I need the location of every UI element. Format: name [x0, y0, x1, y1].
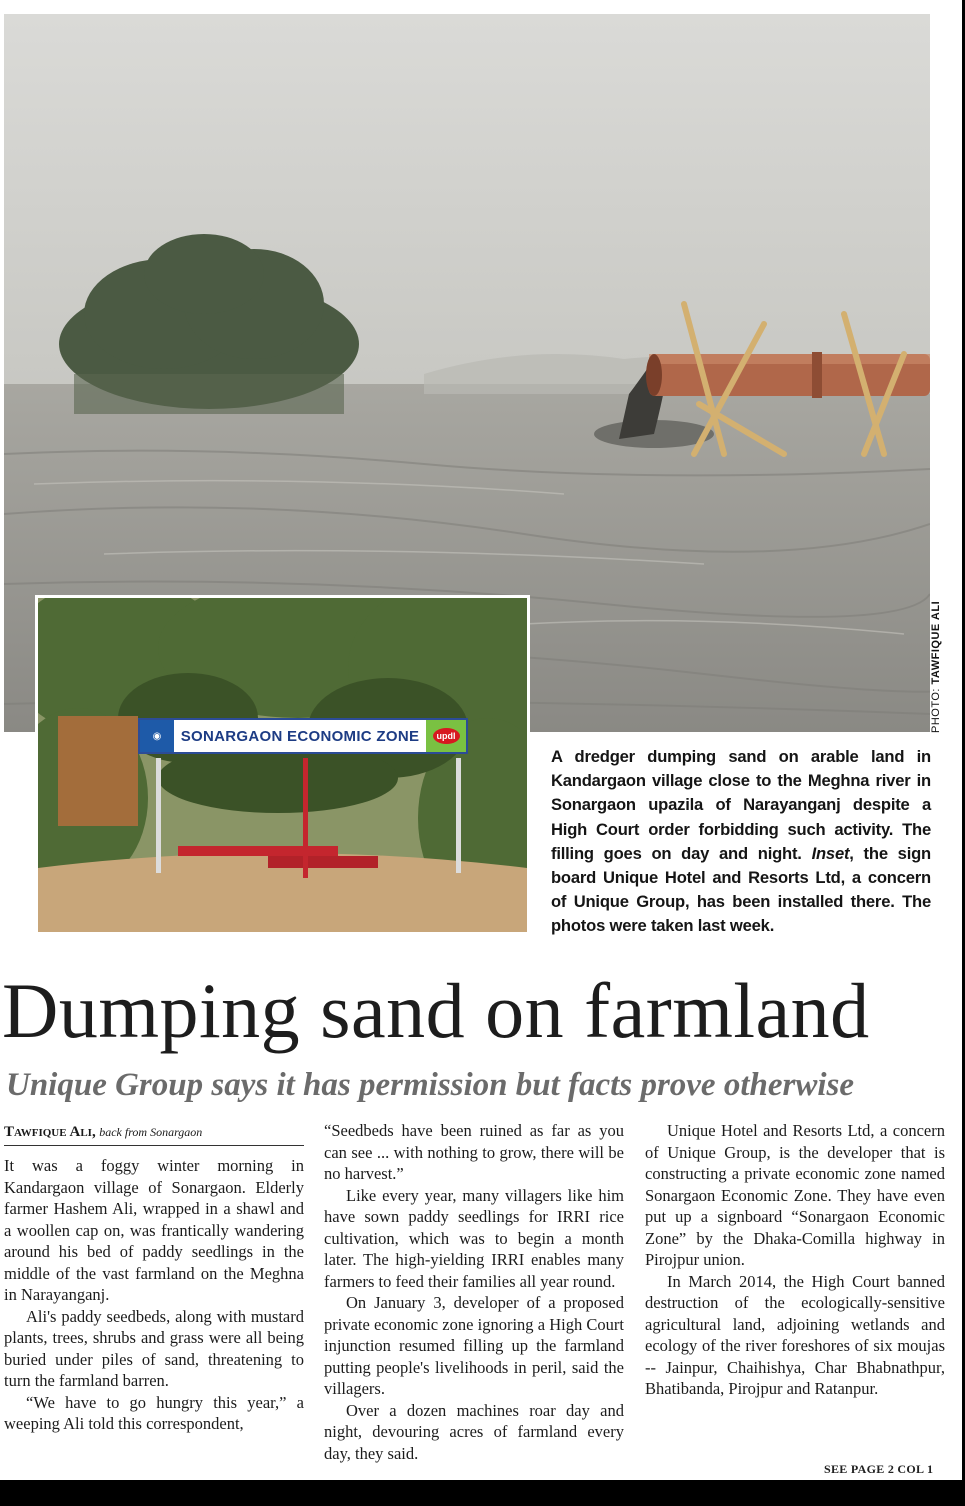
inset-photo: [35, 595, 530, 935]
paragraph: It was a foggy winter morning in Kandargaon village of Sonargaon. Elderly farmer Hashem Ali, wrapped in a shawl and a woollen cap on, was frantically wandering around his bed of paddy seedlings in the middle of the vast farmland on the Meghna in Narayanganj.: [4, 1156, 304, 1304]
economic-zone-signboard: [138, 718, 468, 754]
photo-credit: [930, 578, 950, 733]
signboard-scene-illustration: [38, 598, 527, 932]
jump-line[interactable]: SEE PAGE 2 COL 1: [824, 1462, 934, 1476]
byline-author: Tawfique Ali,: [4, 1124, 96, 1140]
paragraph: In March 2014, the High Court banned destruction of the ecologically-sensitive agricultural land, adjoining wetlands and ecology of the river foreshores of six moujas -- Jainpur, Chaihishya, Char Bhabnathpur, Bhatibanda, Pirojpur and Ratanpur.: [645, 1271, 945, 1398]
paragraph: Like every year, many villagers like him have sown paddy seedlings for IRRI rice cultivation, which was to begin a month later. The high-yielding IRRI enables many farmers to feed their families all year round.: [324, 1185, 624, 1291]
photo-credit-prefix: PHOTO:: [930, 684, 942, 733]
caption-part1: A dredger dumping sand on arable land in Kandargaon village close to the Meghna river in Sonargaon upazila of Narayanganj despite a High Court order forbidding such activity. The filling goes on day and night.: [551, 747, 931, 863]
paragraph: On January 3, developer of a proposed private economic zone ignoring a High Court injunction resumed filling up the farmland putting people's livelihoods in peril, said the villagers.: [324, 1293, 624, 1398]
headline: Dumping sand on farmland: [2, 967, 870, 1054]
paragraph: “We have to go hungry this year,” a weeping Ali told this correspondent,: [4, 1392, 304, 1433]
article-column-2: [324, 1120, 624, 1464]
paragraph: Ali's paddy seedbeds, along with mustard plants, trees, shrubs and grass were all being buried under piles of sand, threatening to turn the farmland barren.: [4, 1306, 304, 1390]
bottom-border-bar: [0, 1480, 965, 1506]
caption-part2: , the sign board Unique Hotel and Resorts Ltd, a concern of Unique Group, has been installed there. The photos were taken last week.: [551, 843, 931, 936]
sign-logo-text: updl: [433, 728, 460, 744]
paragraph: “Seedbeds have been ruined as far as you can see ... with nothing to grow, there will be no harvest.”: [324, 1121, 624, 1183]
byline: [4, 1122, 304, 1146]
subheadline: Unique Group says it has permission but facts prove otherwise: [6, 1067, 855, 1103]
signboard-text: SONARGAON ECONOMIC ZONE: [180, 727, 420, 745]
photo-credit-name: TAWFIQUE ALI: [930, 600, 942, 685]
sign-left-logo-icon: ◉: [140, 720, 174, 752]
article-column-3: [645, 1120, 945, 1400]
paragraph: Unique Hotel and Resorts Ltd, a concern of Unique Group, is the developer that is constructing a private economic zone named Sonargaon Economic Zone. They have even put up a signboard “Sonargaon Economic Zone” by the Dhaka-Comilla highway in Pirojpur union.: [645, 1121, 945, 1269]
photo-caption: [551, 745, 931, 939]
sign-right-logo-icon: [426, 720, 466, 752]
caption-inset-word: Inset: [811, 843, 850, 863]
paragraph: Over a dozen machines roar day and night, devouring acres of farmland every day, they said.: [324, 1400, 624, 1463]
byline-dateline: back from Sonargaon: [99, 1125, 203, 1139]
article-column-1: [4, 1155, 304, 1435]
